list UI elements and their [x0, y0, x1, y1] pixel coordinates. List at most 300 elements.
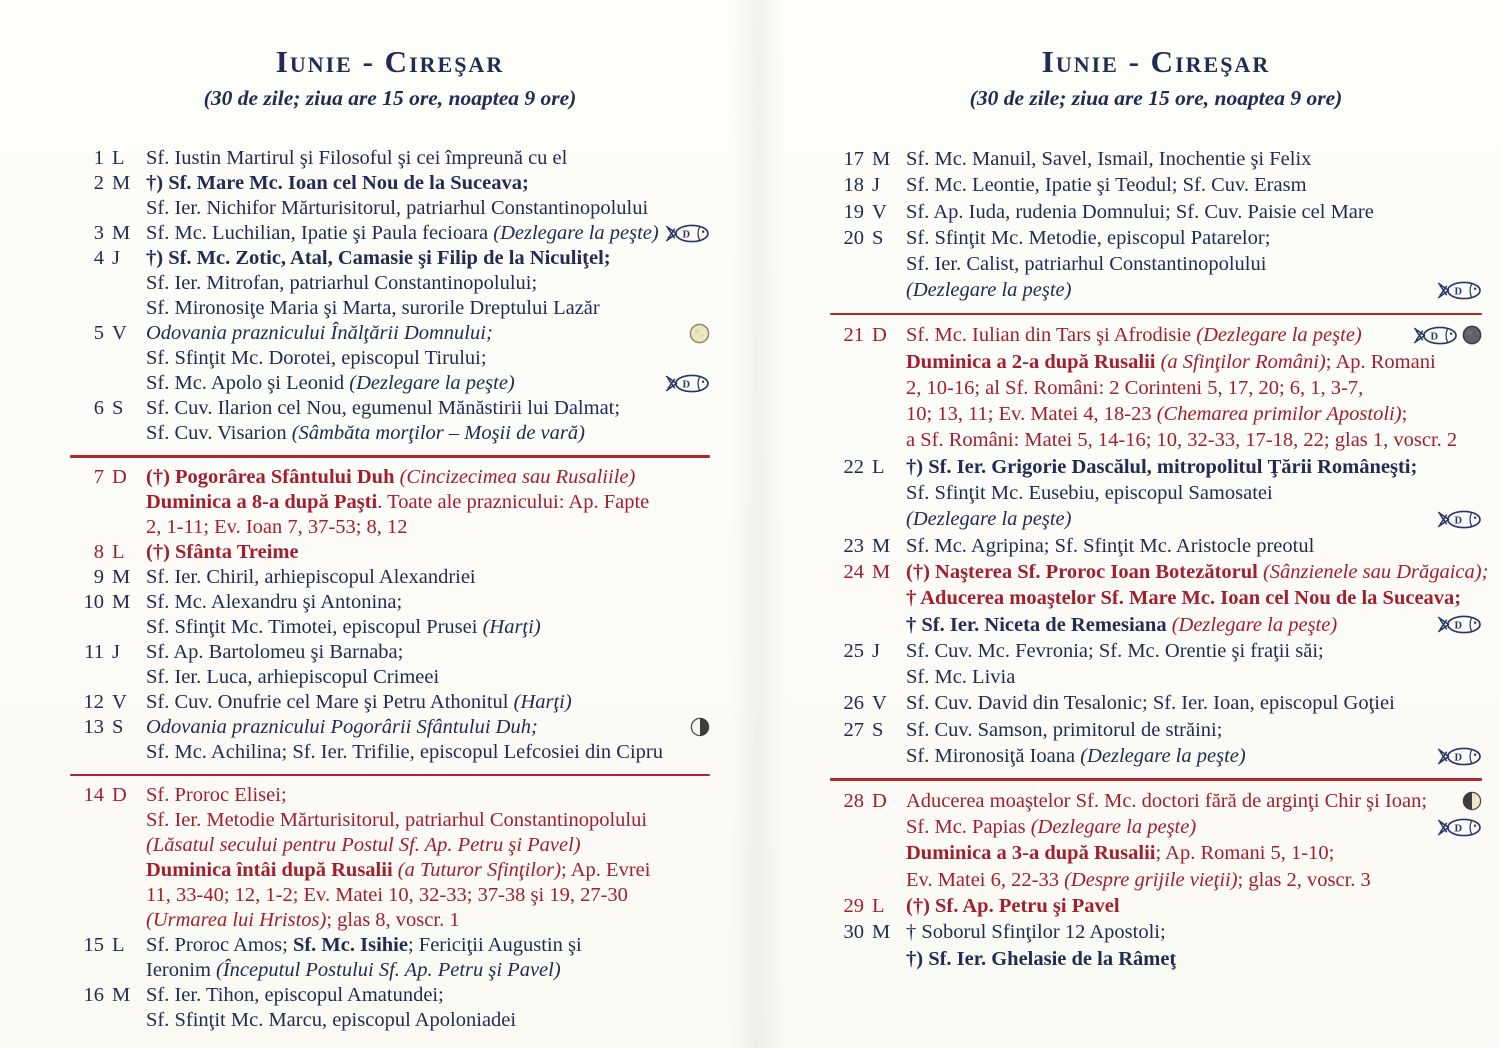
svg-text:D: D: [1454, 286, 1463, 298]
entry-text: [906, 506, 1427, 532]
day-number: 12: [83, 690, 104, 713]
text-segment: ; Fericiţii Augustin şi: [407, 934, 582, 956]
entry-line: [146, 858, 710, 883]
entry-text: [146, 783, 710, 808]
fish-icon: [1436, 746, 1482, 767]
entry-line: [146, 171, 710, 196]
entry-text: [906, 199, 1482, 225]
day-cell: [70, 321, 146, 346]
day-letter: M: [872, 148, 891, 170]
entry-text: [146, 396, 710, 421]
entry-lines: [146, 540, 710, 565]
day-letter: M: [112, 172, 131, 194]
entry-text: [146, 515, 710, 540]
text-segment: (Chemarea primilor Apostoli): [1156, 403, 1402, 426]
text-segment: Sf. Mc. Alexandru şi Antonina;: [146, 590, 403, 613]
text-segment: †) Sf. Ier. Grigorie Dascălul, mitropolitul Ţării Româneşti;: [906, 455, 1418, 478]
text-segment: (Dezlegare la peşte): [1196, 324, 1362, 347]
entry-text: [906, 533, 1482, 559]
text-segment: 2, 1-11; Ev. Ioan 7, 37-53; 8, 12: [146, 515, 408, 538]
calendar-entry: [830, 454, 1482, 533]
text-segment: Sf. Cuv. Onufrie cel Mare şi Petru Athonitul: [146, 690, 514, 713]
calendar-entry: [830, 690, 1482, 716]
day-cell: [70, 783, 146, 808]
text-segment: (Lăsatul secului pentru Postul Sf. Ap. Petru şi Pavel): [146, 834, 581, 856]
entry-line: [146, 246, 710, 271]
text-segment: Duminica a 3-a după Rusalii: [906, 842, 1156, 865]
entry-text: [906, 427, 1482, 453]
entry-text: [906, 322, 1403, 348]
day-number: 15: [83, 934, 104, 956]
day-cell: [830, 146, 906, 172]
fish-icon: [664, 373, 710, 394]
text-segment: Duminica a 2-a după Rusalii: [906, 350, 1161, 373]
day-cell: [70, 640, 146, 665]
text-segment: †) Sf. Mare Mc. Ioan cel Nou de la Suceava;: [146, 172, 529, 194]
moon-first-quarter-icon: [1462, 791, 1482, 811]
entry-line: [146, 296, 710, 321]
calendar-entry: [830, 893, 1482, 919]
calendar-entry: [830, 146, 1482, 172]
entry-lines: [906, 199, 1482, 225]
entry-text: [906, 277, 1427, 303]
entry-lines: [146, 783, 710, 933]
day-letter: M: [112, 590, 131, 613]
day-number: 18: [843, 174, 864, 197]
text-segment: ; Ap. Romani 5, 1-10;: [1155, 842, 1335, 865]
calendar-entry: [830, 172, 1482, 198]
entry-lines: [146, 983, 710, 1033]
day-letter: V: [112, 322, 127, 344]
entry-line: [906, 225, 1482, 251]
month-title: Iunie - Cireşar: [275, 44, 505, 79]
text-segment: Odovania praznicului Înălţării Domnului;: [146, 322, 493, 344]
day-cell: [70, 221, 146, 246]
text-segment: Sf. Iustin Martirul şi Filosoful şi cei împreună cu el: [146, 147, 568, 169]
entry-text: [906, 814, 1427, 840]
day-number: 24: [843, 560, 864, 583]
sunday-separator-rule: [830, 778, 1482, 781]
day-number: 10: [83, 590, 104, 613]
entry-text: [146, 715, 681, 740]
entry-lines: [906, 717, 1482, 770]
entry-line: [146, 396, 710, 421]
entry-text: [906, 251, 1482, 277]
entry-lines: [906, 559, 1489, 638]
entry-text: [146, 490, 710, 515]
entry-lines: [906, 225, 1482, 304]
day-number: 27: [843, 718, 864, 741]
entry-line: [906, 814, 1482, 840]
text-segment: Sf. Mc. Apolo şi Leonid: [146, 372, 350, 394]
sunday-separator-rule: [70, 774, 710, 777]
day-letter: J: [872, 639, 880, 662]
entry-text: [146, 540, 710, 565]
entry-line: [906, 893, 1482, 919]
text-segment: Sf. Sfinţit Mc. Dorotei, episcopul Tirului;: [146, 347, 487, 369]
day-cell: [830, 199, 906, 225]
calendar-entry: [70, 540, 710, 565]
day-letter: V: [872, 200, 887, 223]
day-letter: J: [112, 640, 120, 663]
text-segment: . Toate ale praznicului: Ap. Fapte: [377, 490, 650, 513]
entry-line: [146, 715, 710, 740]
text-segment: Sf. Ier. Nichifor Mărturisitorul, patriarhul Constantinopolului: [146, 197, 649, 219]
text-segment: Sf. Sfinţit Mc. Timotei, episcopul Prusei: [146, 615, 483, 638]
entry-line: [146, 640, 710, 665]
calendar-entry: [70, 321, 710, 396]
entry-text: [146, 1008, 710, 1033]
day-cell: [70, 396, 146, 421]
calendar-entry: [830, 199, 1482, 225]
entry-text: [146, 146, 710, 171]
text-segment: (Dezlegare la peşte): [906, 508, 1072, 531]
calendar-entry: [70, 246, 710, 321]
entry-text: [906, 375, 1482, 401]
text-segment: Sf. Ier. Luca, arhiepiscopul Crimeei: [146, 665, 440, 688]
entry-text: [906, 225, 1482, 251]
day-cell: [70, 933, 146, 958]
day-number: 17: [843, 148, 864, 170]
sunday-separator-rule: [830, 313, 1482, 316]
entry-lines: [906, 893, 1482, 919]
day-cell: [70, 715, 146, 740]
day-cell: [70, 690, 146, 715]
text-segment: (a Sfinţilor Români): [1160, 350, 1326, 373]
text-segment: (Dezlegare la peşte): [349, 372, 515, 394]
text-segment: Ev. Matei 6, 22-33: [906, 868, 1065, 891]
entry-text: [906, 867, 1482, 893]
text-segment: Sf. Sfinţit Mc. Metodie, episcopul Patarelor;: [906, 226, 1271, 249]
entry-text: [906, 788, 1453, 814]
text-segment: Sf. Mironosiţă Ioana: [906, 745, 1081, 768]
day-number: 28: [843, 789, 864, 812]
day-letter: M: [112, 222, 131, 244]
day-letter: V: [872, 692, 887, 715]
text-segment: 11, 33-40; 12, 1-2; Ev. Matei 10, 32-33; 37-38 şi 19, 27-30: [146, 884, 628, 906]
calendar-entry: [830, 533, 1482, 559]
day-number: 26: [843, 692, 864, 715]
text-segment: Sf. Mc. Agripina; Sf. Sfinţit Mc. Aristocle preotul: [906, 534, 1315, 557]
entry-text: [906, 893, 1482, 919]
entry-text: [906, 664, 1482, 690]
entry-line: [146, 271, 710, 296]
day-cell: [830, 533, 906, 559]
entry-text: [906, 743, 1427, 769]
entry-lines: [906, 690, 1482, 716]
entry-text: [146, 221, 659, 246]
day-letter: L: [112, 540, 125, 563]
day-cell: [830, 788, 906, 814]
entry-text: [906, 585, 1482, 611]
entry-line: [906, 919, 1482, 945]
day-letter: M: [112, 565, 131, 588]
text-segment: (a Tuturor Sfinţilor): [397, 859, 562, 881]
svg-text:D: D: [1454, 752, 1463, 764]
entry-line: [146, 346, 710, 371]
entry-lines: [146, 690, 710, 715]
day-number: 29: [843, 895, 864, 918]
day-number: 11: [84, 640, 104, 663]
entry-text: [906, 349, 1482, 375]
text-segment: Sf. Ier. Chiril, arhiepiscopul Alexandriei: [146, 565, 476, 588]
text-segment: (Harţi): [513, 690, 572, 713]
entry-line: [906, 146, 1482, 172]
entry-line: [906, 638, 1482, 664]
day-cell: [70, 565, 146, 590]
day-cell: [830, 225, 906, 251]
entry-line: [906, 401, 1482, 427]
entry-line: [906, 788, 1482, 814]
entry-lines: [906, 919, 1482, 972]
calendar-entry: [830, 638, 1482, 691]
day-cell: [70, 540, 146, 565]
entry-lines: [906, 146, 1482, 172]
entry-line: [146, 196, 710, 221]
text-segment: (†) Sf. Ap. Petru şi Pavel: [906, 895, 1120, 918]
entry-text: [146, 908, 710, 933]
text-segment: (†) Pogorârea Sfântului Duh: [146, 465, 400, 488]
day-cell: [70, 171, 146, 196]
text-segment: Odovania praznicului Pogorârii Sfântului Duh;: [146, 715, 538, 738]
entry-text: [906, 840, 1482, 866]
text-segment: †) Sf. Mc. Zotic, Atal, Camasie şi Filip de la Niculiţel;: [146, 247, 611, 269]
text-segment: (Dezlegare la peşte): [1030, 816, 1197, 839]
month-subtitle: (30 de zile; ziua are 15 ore, noaptea 9 ore): [203, 86, 577, 110]
day-cell: [830, 454, 906, 480]
entry-line: [146, 540, 710, 565]
text-segment: †) Sf. Ier. Ghelasie de la Râmeţ: [906, 947, 1177, 970]
entry-list: [70, 146, 710, 1033]
text-segment: (Sânzienele sau Drăgaica);: [1262, 560, 1489, 583]
text-segment: Sf. Mc. Papias: [906, 816, 1031, 839]
day-number: 23: [843, 534, 864, 557]
calendar-entry: [70, 640, 710, 690]
calendar-entry: [830, 225, 1482, 304]
entry-text: [146, 465, 710, 490]
page-gutter: [730, 0, 786, 1048]
page-header: [830, 44, 1482, 111]
day-letter: D: [872, 324, 887, 347]
entry-text: [906, 172, 1482, 198]
entry-text: [146, 933, 710, 958]
entry-line: [146, 615, 710, 640]
entry-text: [146, 246, 710, 271]
text-segment: Aducerea moaştelor Sf. Mc. doctori fără de arginţi Chir şi Ioan;: [906, 789, 1428, 812]
entry-line: [906, 506, 1482, 532]
calendar-entry: [70, 396, 710, 446]
entry-text: [146, 271, 710, 296]
month-title: Iunie - Cireşar: [1041, 44, 1271, 79]
entry-text: [146, 958, 710, 983]
day-cell: [830, 919, 906, 945]
day-letter: J: [112, 247, 120, 269]
calendar-entry: [70, 171, 710, 221]
entry-text: [146, 883, 710, 908]
text-segment: Sf. Mc. Luchilian, Ipatie şi Paula fecioara: [146, 222, 494, 244]
day-letter: D: [872, 789, 887, 812]
text-segment: Sf. Ier. Metodie Mărturisitorul, patriarhul Constantinopolului: [146, 809, 648, 831]
entry-text: [146, 640, 710, 665]
text-segment: Sf. Ap. Iuda, rudenia Domnului; Sf. Cuv. Paisie cel Mare: [906, 200, 1374, 223]
entry-lines: [146, 221, 710, 246]
text-segment: (Despre grijile vieţii): [1064, 868, 1238, 891]
entry-line: [146, 833, 710, 858]
text-segment: 2, 10-16; al Sf. Români: 2 Corinteni 5, 17, 20; 6, 1, 3-7,: [906, 376, 1364, 399]
day-letter: S: [112, 397, 124, 419]
day-number: 4: [93, 247, 104, 269]
text-segment: (Începutul Postului Sf. Ap. Petru şi Pavel): [216, 959, 561, 981]
text-segment: (†) Sfânta Treime: [146, 540, 299, 563]
calendar-entry: [70, 690, 710, 715]
text-segment: † Aducerea moaştelor Sf. Mare Mc. Ioan cel Nou de la Suceava;: [906, 587, 1462, 610]
text-segment: (†) Naşterea Sf. Proroc Ioan Botezătorul: [906, 560, 1263, 583]
entry-line: [146, 665, 710, 690]
text-segment: (Cincizecimea sau Rusaliile): [399, 465, 636, 488]
day-letter: S: [112, 715, 124, 738]
entry-text: [906, 946, 1482, 972]
entry-lines: [146, 590, 710, 640]
fish-icon: [664, 223, 710, 244]
text-segment: Sf. Cuv. Samson, primitorul de străini;: [906, 718, 1223, 741]
entry-line: [906, 251, 1482, 277]
entry-text: [906, 480, 1482, 506]
text-segment: Sf. Mc. Iulian din Tars şi Afrodisie: [906, 324, 1197, 347]
day-letter: M: [872, 534, 891, 557]
text-segment: ;: [1401, 403, 1408, 426]
entry-text: [146, 321, 680, 346]
svg-text:D: D: [1454, 823, 1463, 835]
text-segment: (Dezlegare la peşte): [1171, 613, 1338, 636]
entry-lines: [146, 396, 710, 446]
entry-line: [906, 585, 1482, 611]
day-letter: M: [112, 984, 131, 1006]
entry-line: [146, 740, 710, 765]
entry-line: [146, 908, 710, 933]
text-segment: Sf. Mc. Isihie: [292, 934, 408, 956]
fish-icon: [1436, 817, 1482, 838]
text-segment: (Dezlegare la peşte): [906, 279, 1072, 302]
svg-text:D: D: [682, 379, 691, 391]
entry-text: [146, 615, 710, 640]
text-segment: Duminica întâi după Rusalii: [146, 859, 398, 881]
entry-text: [146, 690, 710, 715]
text-segment: (Dezlegare la peşte): [1080, 745, 1246, 768]
entry-text: [906, 690, 1482, 716]
day-letter: L: [112, 934, 125, 956]
entry-line: [906, 454, 1482, 480]
entry-lines: [906, 788, 1482, 893]
text-segment: (Dezlegare la peşte): [493, 222, 659, 244]
entry-line: [146, 1008, 710, 1033]
day-number: 16: [83, 984, 104, 1006]
calendar-entry: [830, 559, 1489, 638]
day-letter: L: [112, 147, 125, 169]
fish-icon: [1412, 325, 1458, 346]
text-segment: (Sâmbăta morţilor – Moşii de vară): [291, 422, 585, 444]
text-segment: Sf. Cuv. Ilarion cel Nou, egumenul Mănăstirii lui Dalmat;: [146, 397, 621, 419]
entry-line: [146, 958, 710, 983]
text-segment: † Soborul Sfinţilor 12 Apostoli;: [906, 921, 1166, 944]
calendar-entry: [830, 788, 1482, 893]
text-segment: Sf. Proroc Elisei;: [146, 784, 287, 806]
entry-line: [906, 322, 1482, 348]
day-letter: M: [872, 560, 891, 583]
entry-text: [146, 296, 710, 321]
entry-line: [906, 664, 1482, 690]
day-number: 22: [843, 455, 864, 478]
text-segment: ; glas 2, voscr. 3: [1237, 868, 1371, 891]
day-number: 20: [843, 226, 864, 249]
entry-lines: [906, 638, 1482, 691]
entry-line: [906, 277, 1482, 303]
calendar-entry: [70, 565, 710, 590]
day-letter: S: [872, 226, 884, 249]
entry-line: [906, 375, 1482, 401]
entry-text: [906, 559, 1489, 585]
day-letter: M: [872, 921, 891, 944]
day-letter: L: [872, 895, 885, 918]
entry-lines: [146, 321, 710, 396]
text-segment: Sf. Ier. Mitrofan, patriarhul Constantinopolului;: [146, 272, 538, 294]
day-cell: [830, 559, 906, 585]
svg-text:D: D: [1454, 620, 1463, 632]
day-letter: J: [872, 174, 880, 197]
day-number: 21: [843, 324, 864, 347]
entry-line: [146, 883, 710, 908]
day-cell: [70, 465, 146, 490]
entry-text: [906, 401, 1482, 427]
entry-text: [146, 740, 710, 765]
fish-icon: [1436, 614, 1482, 635]
text-segment: Sf. Ap. Bartolomeu şi Barnaba;: [146, 640, 404, 663]
entry-line: [146, 371, 710, 396]
day-number: 8: [93, 540, 104, 563]
text-segment: Ieronim: [146, 959, 217, 981]
day-letter: D: [112, 465, 127, 488]
calendar-entry: [70, 590, 710, 640]
fish-icon: [1436, 509, 1482, 530]
calendar-entry: [70, 465, 710, 540]
text-segment: (Harţi): [482, 615, 541, 638]
entry-line: [146, 590, 710, 615]
day-cell: [830, 322, 906, 348]
text-segment: Sf. Ier. Tihon, episcopul Amatundei;: [146, 984, 444, 1006]
entry-text: [146, 421, 710, 446]
entry-text: [906, 919, 1482, 945]
day-number: 13: [83, 715, 104, 738]
day-cell: [830, 690, 906, 716]
day-cell: [830, 717, 906, 743]
entry-text: [146, 590, 710, 615]
entry-text: [146, 346, 710, 371]
entry-line: [146, 983, 710, 1008]
entry-line: [906, 172, 1482, 198]
entry-lines: [146, 171, 710, 221]
calendar-entry: [830, 717, 1482, 770]
calendar-entry: [70, 146, 710, 171]
entry-line: [146, 421, 710, 446]
entry-line: [906, 717, 1482, 743]
calendar-entry: [70, 221, 710, 246]
text-segment: a Sf. Români: Matei 5, 14-16; 10, 32-33, 17-18, 22; glas 1, voscr. 2: [906, 429, 1458, 452]
entry-line: [146, 221, 710, 246]
entry-lines: [146, 933, 710, 983]
entry-text: [146, 171, 710, 196]
entry-line: [906, 427, 1482, 453]
calendar-entry: [70, 715, 710, 765]
entry-lines: [146, 640, 710, 690]
